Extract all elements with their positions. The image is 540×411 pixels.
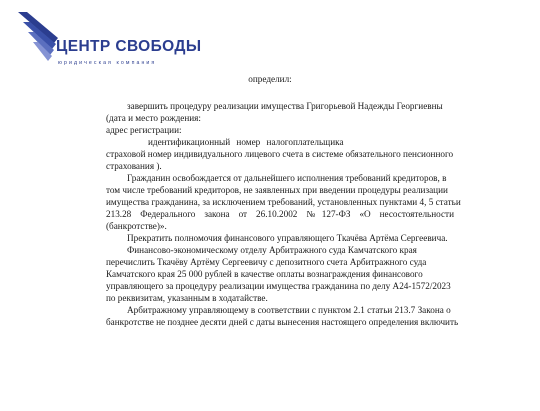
text-line: перечислить Ткачёву Артёму Сергеевичу с депозитного счета Арбитражного суда <box>106 257 427 267</box>
logo-subtitle: юридическая компания <box>58 60 157 66</box>
logo-title: ЦЕНТР СВОБОДЫ <box>56 38 202 55</box>
text-line: 213.28 Федерального закона от 26.10.2002 №127-ФЗ «О несостоятельности <box>106 209 454 219</box>
text-line: (банкротстве)». <box>106 221 167 231</box>
page-fade <box>0 328 540 411</box>
text-line: Финансово-экономическому отделу Арбитражного суда Камчатского края <box>127 245 417 255</box>
text-line: имущества гражданина, за исключением требований, установленных пунктами 4, 5 статьи <box>106 197 461 207</box>
text-line: по реквизитам, указанным в ходатайстве. <box>106 293 268 303</box>
text-line: страховой номер индивидуального лицевого счета в системе обязательного пенсионного <box>106 149 454 159</box>
text-line: страхования ). <box>106 161 162 171</box>
text-line: идентификационный номер налогоплательщика <box>148 137 344 147</box>
text-line: (дата и место рождения: <box>106 113 201 123</box>
text-line: Гражданин освобождается от дальнейшего исполнения требований кредиторов, в <box>127 173 447 183</box>
text-line: Камчатского края 25 000 рублей в качестве оплаты вознаграждения финансового <box>106 269 423 279</box>
text-line: Прекратить полномочия финансового управляющего Ткачёва Артёма Сергеевича. <box>127 233 448 243</box>
text-line: адрес регистрации: <box>106 125 182 135</box>
document-heading: определил: <box>248 74 292 84</box>
text-line: том числе требований кредиторов, не заявленных при введении процедуры реализации <box>106 185 448 195</box>
company-logo <box>18 12 208 74</box>
text-line: Арбитражному управляющему в соответствии с пунктом 2.1 статьи 213.7 Закона о <box>127 305 451 315</box>
text-line: банкротстве не позднее десяти дней с даты вынесения настоящего определения включить <box>106 317 459 327</box>
text-line: управляющего за процедуру реализации имущества гражданина по делу А24-1572/2023 <box>106 281 451 291</box>
text-line: завершить процедуру реализации имущества Григорьевой Надежды Георгиевны <box>127 101 443 111</box>
